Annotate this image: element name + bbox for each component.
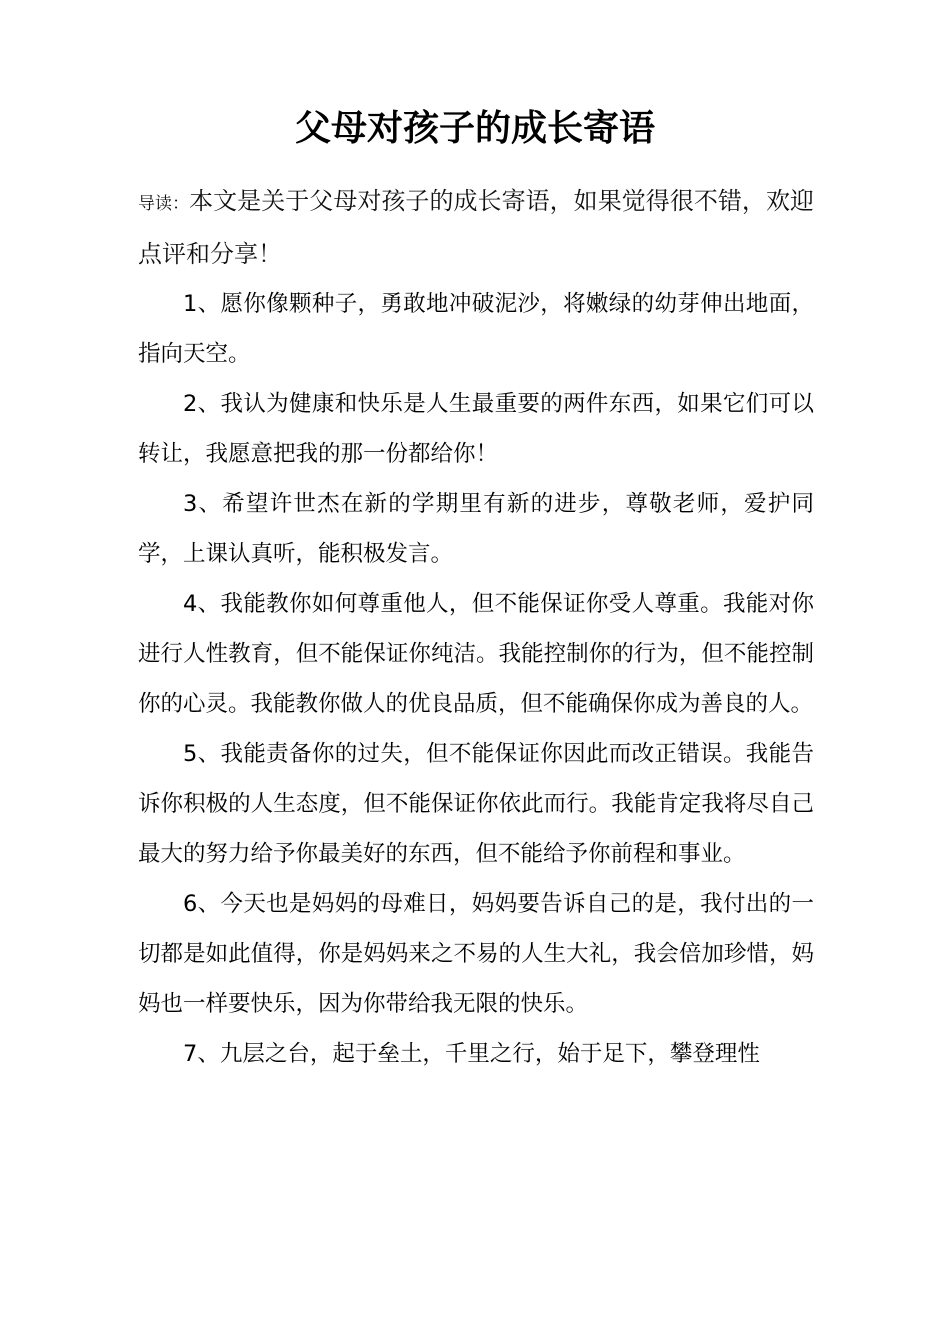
paragraph-4: 4、我能教你如何尊重他人，但不能保证你受人尊重。我能对你进行人性教育，但不能保证你纯洁。我能控制你的行为，但不能控制你的心灵。我能教你做人的优良品质，但不能确保你成为善良的人。 — [138, 591, 814, 717]
paragraph-6: 6、今天也是妈妈的母难日，妈妈要告诉自己的是，我付出的一切都是如此值得，你是妈妈来之不易的人生大礼，我会倍加珍惜，妈妈也一样要快乐，因为你带给我无限的快乐。 — [138, 891, 814, 1017]
intro-paragraph — [138, 176, 814, 279]
paragraph-1: 1、愿你像颗种子，勇敢地冲破泥沙，将嫩绿的幼芽伸出地面，指向天空。 — [138, 291, 814, 367]
intro-text: 本文是关于父母对孩子的成长寄语，如果觉得很不错，欢迎点评和分享！ — [138, 187, 815, 268]
intro-label: 导读： — [138, 194, 190, 214]
page-title: 父母对孩子的成长寄语 — [294, 108, 655, 149]
paragraph-3: 3、希望许世杰在新的学期里有新的进步，尊敬老师，爱护同学，上课认真听，能积极发言。 — [138, 491, 814, 567]
paragraph-7: 7、九层之台，起于垒土，千里之行，始于足下，攀登理性 — [183, 1041, 760, 1067]
paragraph-5: 5、我能责备你的过失，但不能保证你因此而改正错误。我能告诉你积极的人生态度，但不能保证你依此而行。我能肯定我将尽自己最大的努力给予你最美好的东西，但不能给予你前程和事业。 — [138, 741, 814, 867]
document-body — [138, 176, 814, 1079]
paragraph-2: 2、我认为健康和快乐是人生最重要的两件东西，如果它们可以转让，我愿意把我的那一份都给你！ — [138, 391, 814, 467]
